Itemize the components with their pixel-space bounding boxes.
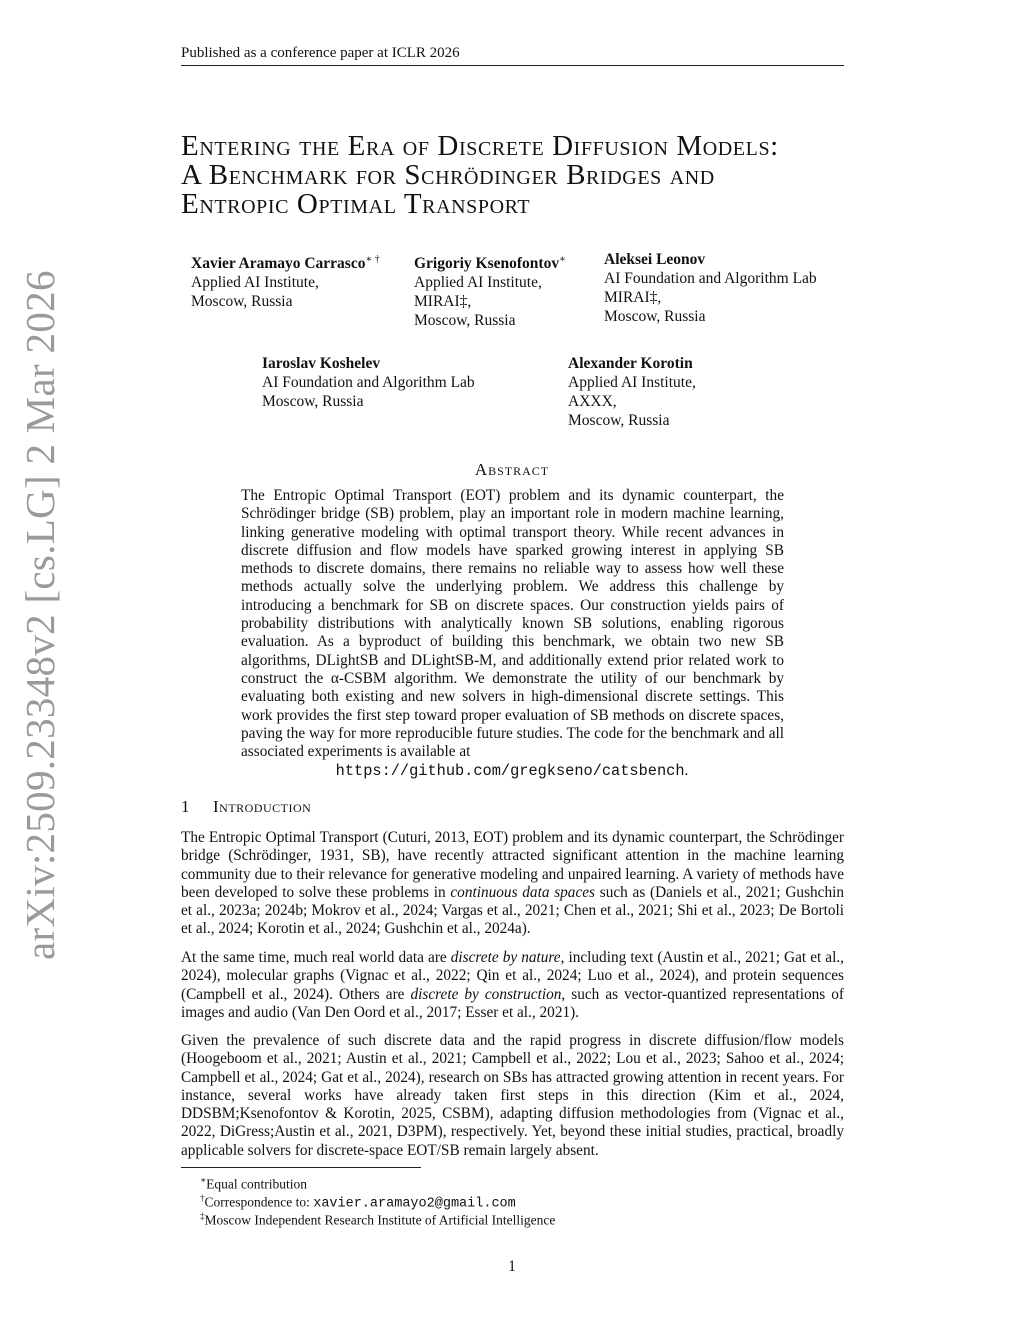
code-url[interactable]: https://github.com/gregkseno/catsbench <box>335 762 685 780</box>
code-link <box>0 762 1024 780</box>
running-header: Published as a conference paper at ICLR 2026 <box>181 44 844 66</box>
author-name: Iaroslav Koshelev <box>262 355 381 372</box>
author-location: Moscow, Russia <box>414 312 516 330</box>
author-block-1 <box>191 250 380 311</box>
author-affiliation: AI Foundation and Algorithm Lab <box>262 374 475 391</box>
title-line-3: Entropic Optimal Transport <box>181 188 531 220</box>
intro-paragraph-3: Given the prevalence of such discrete data and the rapid progress in discrete diffusion/flow models (Hoogeboom et al., 2021; Austin et al., 2021; Campbell et al., 2022; Lou et al., 2023; Sahoo et al., 2024; Campbell et al., 2024; Gat et al., 2024), research on SBs has attracted growing attention in recent years. For instance, several works have already taken first steps in this direction (Kim et al., 2024, DDSBM;Ksenofontov & Korotin, 2025, CSBM), adapting diffusion methodologies from (Vignac et al., 2022, DiGress;Austin et al., 2021, D3PM), respectively. Yet, beyond these initial studies, practical, broadly applicable solvers for discrete-space EOT/SB remain largely absent. <box>181 1032 844 1159</box>
text-run: , including text (Austin et al., 2021; Gat et al., 2024), molecular graphs (Vignac et al., 2022; Qin et al., 2024; Luo et al., 2024), and protein sequences (Campbell et al., 2024). Others are <box>181 949 844 1003</box>
intro-paragraph-1 <box>181 829 844 939</box>
author-affiliation: Applied AI Institute, <box>414 274 542 292</box>
footnote-mark: ∗ <box>200 1175 207 1185</box>
author-marks: ∗ <box>559 254 566 265</box>
text-run: such as (Daniels et al., 2021; Gushchin et al., 2023a; 2024b; Mokrov et al., 2024; Vargas et al., 2021; Chen et al., 2021; Shi et al., 2023; De Bortoli et al., 2024; Korotin et al., 2024; Gushchin et al., 2024a). <box>181 883 845 938</box>
footnote-text: Correspondence to: <box>204 1194 314 1210</box>
section-heading <box>181 797 311 817</box>
footnote-mark: † <box>200 1193 205 1203</box>
footnote-text: Equal contribution <box>206 1176 307 1192</box>
page-number: 1 <box>508 1258 516 1275</box>
author-affiliation: AXXX, <box>568 393 617 410</box>
text-run: , such as vector-quantized representations of images and audio (Van Den Oord et al., 2017; Esser et al., 2021). <box>181 985 844 1021</box>
author-location: Moscow, Russia <box>262 393 364 410</box>
author-block-2 <box>414 250 566 330</box>
author-location: Moscow, Russia <box>604 308 706 325</box>
author-name: Xavier Aramayo Carrasco <box>191 255 366 273</box>
intro-paragraph-2 <box>181 949 844 1022</box>
footnote-mark: ‡ <box>200 1211 205 1221</box>
footnote-text: Moscow Independent Research Institute of Artificial Intelligence <box>204 1212 556 1228</box>
title-line-1: Entering the Era of Discrete Diffusion Models: <box>181 130 779 162</box>
emphasis: continuous data spaces <box>450 883 595 901</box>
author-marks: ∗ † <box>365 254 380 265</box>
author-location: Moscow, Russia <box>568 412 670 429</box>
paper-title <box>181 132 861 219</box>
author-name: Aleksei Leonov <box>604 251 706 268</box>
author-affiliation: MIRAI‡, <box>604 289 662 306</box>
text-run: At the same time, much real world data are <box>181 949 451 966</box>
text-run: The Entropic Optimal Transport (Cuturi, 2013, EOT) problem and its dynamic counterpart, the Schrödinger bridge (Schrödinger, 1931, SB), have recently attracted significant attention in the machine learning community due to their relevance for generative modeling and unpaired learning. A variety of methods have been developed to solve these problems in <box>181 829 844 901</box>
section-number: 1 <box>181 797 190 816</box>
author-block-3 <box>604 250 817 326</box>
abstract-heading: Abstract <box>474 460 550 479</box>
arxiv-identifier[interactable]: arXiv:2509.23348v2 [cs.LG] 2 Mar 2026 <box>17 270 63 960</box>
title-line-2: A Benchmark for Schrödinger Bridges and <box>181 159 715 191</box>
author-affiliation: Applied AI Institute, <box>191 274 319 292</box>
footnote-3 <box>200 1208 555 1229</box>
author-affiliation: MIRAI‡, <box>414 293 472 311</box>
author-name: Grigoriy Ksenofontov <box>414 255 560 273</box>
author-affiliation: Applied AI Institute, <box>568 374 696 391</box>
abstract-text: The Entropic Optimal Transport (EOT) problem and its dynamic counterpart, the Schrödinger bridge (SB) problem, play an important role in modern machine learning, linking generative modeling with optimal transport theory. While recent advances in discrete diffusion and flow models have sparked growing interest in applying SB methods to discrete domains, there remains no reliable way to assess how well these methods actually solve the underlying problem. We address this challenge by introducing a benchmark for SB on discrete spaces. Our construction yields pairs of probability distributions with analytically known SB solutions, enabling rigorous evaluation. As a byproduct of building this benchmark, we obtain two new SB algorithms, DLightSB and DLightSB-M, and additionally extend prior related work to construct the α-CSBM algorithm. We demonstrate the utility of our benchmark by evaluating both existing and new solvers in high-dimensional discrete settings. This work provides the first step toward proper evaluation of SB methods on discrete spaces, paving the way for more reproducible future studies. The code for the benchmark and all associated experiments is available at <box>241 487 784 761</box>
author-name: Alexander Korotin <box>568 355 693 372</box>
author-block-5 <box>568 354 696 430</box>
emphasis: discrete by nature <box>450 949 561 966</box>
footnote-divider <box>181 1167 421 1168</box>
url-period: . <box>684 762 689 779</box>
email-link[interactable]: xavier.aramayo2@gmail.com <box>313 1196 516 1212</box>
author-location: Moscow, Russia <box>191 293 293 311</box>
emphasis: discrete by construction <box>410 985 562 1003</box>
section-title: Introduction <box>213 797 312 816</box>
author-block-4 <box>262 354 475 411</box>
author-affiliation: AI Foundation and Algorithm Lab <box>604 270 817 287</box>
